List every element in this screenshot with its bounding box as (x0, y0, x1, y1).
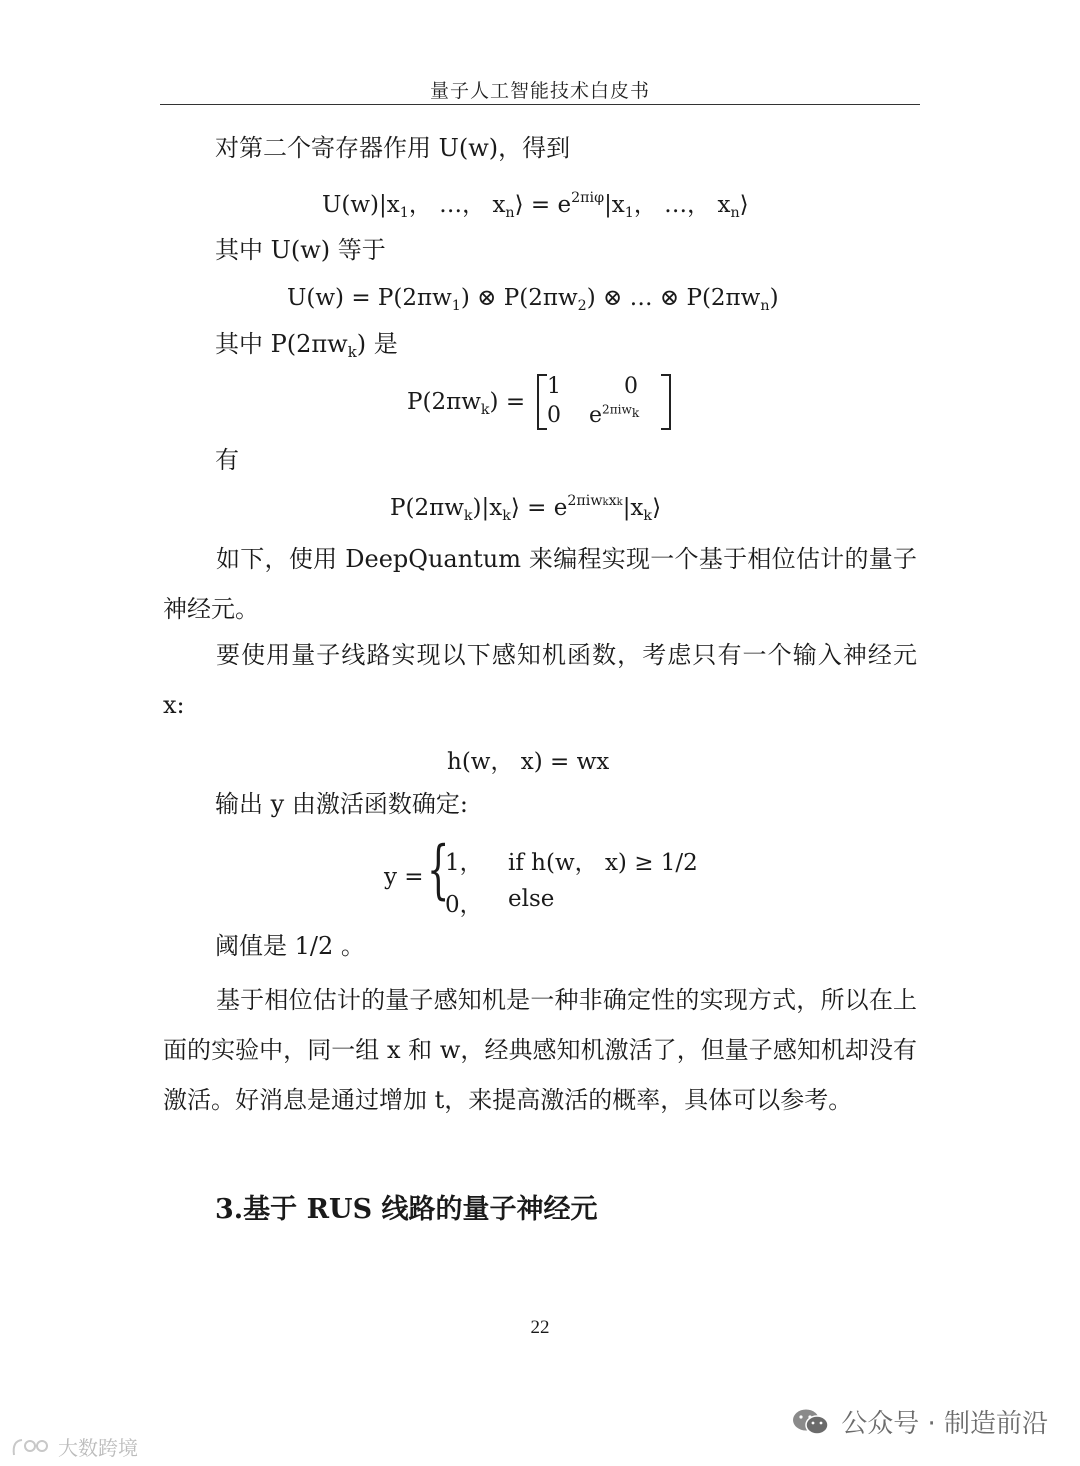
line-pk-is: 其中 $P(2\pi w_k)$ 是 (215, 330, 398, 362)
equation-4: $P(2\pi w_k)|x_k⟩$ = $e^{2\pi iwkxk}|x_k⟩$ (390, 493, 662, 524)
paragraph-deepquantum: 如下，使用 DeepQuantum 来编程实现一个基于相位估计的量子神经元。 (163, 545, 917, 623)
case-2-condition: else (508, 886, 555, 912)
running-header: 量子人工智能技术白皮书 (429, 80, 650, 102)
page-number: 22 (530, 1317, 550, 1338)
line-output-y: 输出 y 由激活函数确定: (215, 790, 468, 818)
piecewise-brace: { (427, 833, 450, 907)
watermark-logo-icon (10, 1435, 54, 1459)
matrix-cell-11: 1 (547, 374, 561, 399)
matrix-brackets (537, 374, 671, 430)
case-1-value: 1， (445, 850, 483, 876)
wechat-icon (791, 1407, 831, 1437)
equation-1: $U(w)|x_1$， …， $x_n⟩ = e^{2\pi i\varphi}|x_1$， …， $x_n⟩$ (322, 190, 749, 221)
equation-2: $U(w) = P(2\pi w_1)$ ⊗ $P(2\pi w_2)$ ⊗ … ⊗ $P(2\pi w_n)$ (287, 285, 779, 314)
case-1-condition: if h(w， x) ≥ 1/2 (508, 850, 698, 876)
watermark-left-text: 大数跨境 (58, 1436, 138, 1460)
watermark-right (791, 1403, 1048, 1440)
intro-line: 对第二个寄存器作用 U(w)，得到 (215, 134, 571, 162)
watermark-right-text: 公众号 · 制造前沿 (841, 1409, 1048, 1439)
piecewise-lhs: y = (384, 864, 424, 890)
paragraph-perceptron: 要使用量子线路实现以下感知机函数，考虑只有一个输入神经元 x: (163, 641, 917, 719)
paragraph-phase-estimation: 基于相位估计的量子感知机是一种非确定性的实现方式，所以在上面的实验中，同一组 x 和 w，经典感知机激活了，但量子感知机却没有激活。好消息是通过增加 t，来提高激活的概率，具体可以参考。 (163, 986, 917, 1114)
case-2-value: 0， (445, 892, 483, 918)
line-uw-equals: 其中 U(w) 等于 (215, 236, 386, 264)
equation-5: h(w， x) = wx (447, 749, 610, 775)
line-you: 有 (215, 446, 239, 474)
matrix-cell-12: 0 (624, 374, 638, 399)
matrix-lhs: $P(2\pi w_k)$ = (407, 389, 526, 418)
watermark-left (10, 1432, 138, 1461)
matrix-cell-22: $e^{2\pi iw}_k$ (589, 402, 640, 428)
line-threshold: 阈值是 1/2 。 (215, 932, 365, 960)
section-heading: 3.基于 RUS 线路的量子神经元 (215, 1194, 598, 1225)
header-rule (160, 104, 920, 105)
matrix-cell-21: 0 (547, 403, 561, 428)
